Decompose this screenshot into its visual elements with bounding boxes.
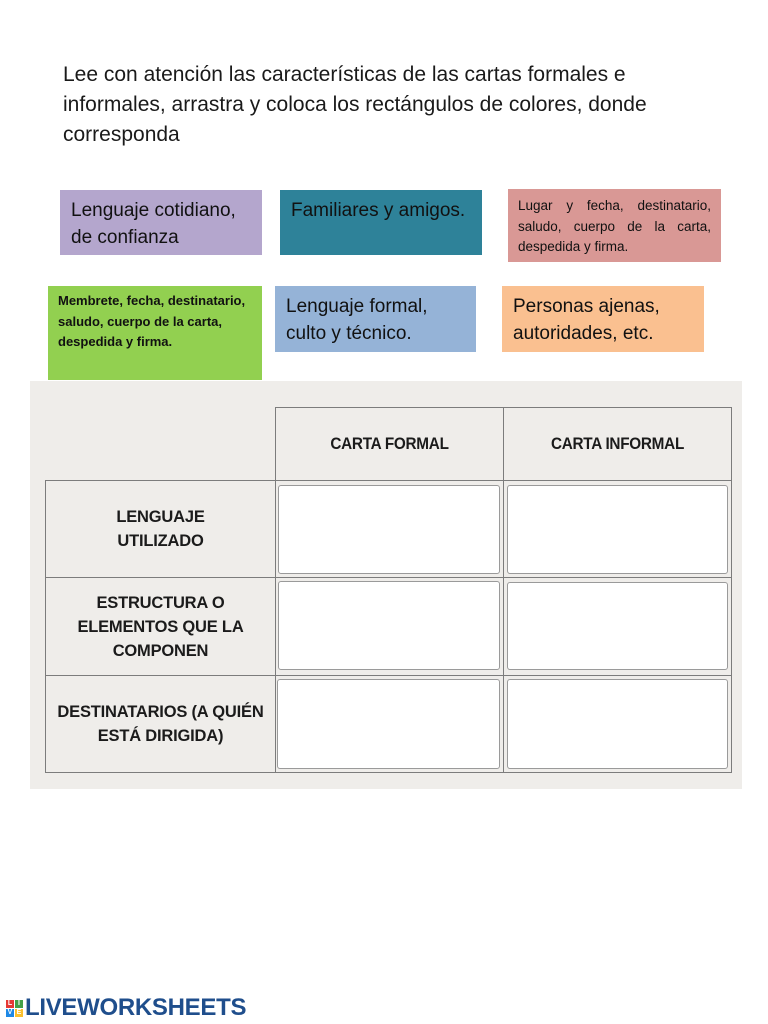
liveworksheets-logo-icon bbox=[6, 1000, 23, 1017]
draggable-card-lenguaje-formal[interactable]: Lenguaje formal, culto y técnico. bbox=[275, 286, 476, 352]
logo-letter: V bbox=[7, 1009, 13, 1016]
grid-line bbox=[275, 407, 276, 773]
column-header-carta-formal: CARTA FORMAL bbox=[330, 434, 449, 453]
instructions-text: Lee con atención las características de las cartas formales e informales, arrastra y coloca los rectángulos de colores, donde corresponda bbox=[63, 63, 647, 146]
grid-line bbox=[731, 407, 732, 773]
row-label-lenguaje bbox=[46, 481, 275, 577]
row-label-line: LENGUAJE bbox=[116, 508, 205, 526]
row-label-line: ELEMENTOS QUE LA bbox=[77, 617, 244, 636]
logo-letter: I bbox=[15, 1000, 23, 1008]
drop-zone-informal-destinatarios[interactable] bbox=[507, 679, 728, 769]
drop-zone-informal-lenguaje[interactable] bbox=[507, 485, 728, 574]
row-label-destinatarios bbox=[46, 676, 275, 772]
draggable-card-familiares[interactable]: Familiares y amigos. bbox=[280, 190, 482, 255]
grid-line bbox=[45, 772, 732, 773]
column-header-carta-informal: CARTA INFORMAL bbox=[550, 434, 685, 453]
liveworksheets-logo[interactable] bbox=[6, 995, 246, 1021]
drop-zone-formal-estructura[interactable] bbox=[278, 581, 500, 670]
row-label-line: ESTRUCTURA O bbox=[96, 593, 225, 612]
liveworksheets-logo-text: LIVEWORKSHEETS bbox=[25, 994, 247, 1021]
row-label-line: ESTÁ DIRIGIDA) bbox=[97, 727, 224, 745]
draggable-card-membrete[interactable]: Membrete, fecha, destinatario, saludo, cuerpo de la carta, despedida y firma. bbox=[48, 286, 262, 380]
draggable-card-lenguaje-cotidiano[interactable]: Lenguaje cotidiano, de confianza bbox=[60, 190, 262, 255]
row-label-line: DESTINATARIOS (A QUIÉN bbox=[57, 703, 264, 721]
drop-zone-informal-estructura[interactable] bbox=[507, 582, 728, 670]
drop-zone-formal-lenguaje[interactable] bbox=[278, 485, 500, 574]
row-label-estructura bbox=[46, 578, 275, 675]
logo-letter: E bbox=[16, 1009, 22, 1016]
drop-zone-formal-destinatarios[interactable] bbox=[277, 679, 500, 769]
draggable-card-personas-ajenas[interactable]: Personas ajenas, autoridades, etc. bbox=[502, 286, 704, 352]
grid-line bbox=[503, 407, 504, 773]
row-label-line: COMPONEN bbox=[112, 641, 209, 660]
row-label-line: UTILIZADO bbox=[117, 532, 204, 550]
draggable-card-lugar-fecha[interactable]: Lugar y fecha, destinatario, saludo, cuerpo de la carta, despedida y firma. bbox=[508, 189, 721, 262]
classification-table bbox=[30, 381, 742, 789]
logo-letter: L bbox=[7, 1000, 13, 1007]
